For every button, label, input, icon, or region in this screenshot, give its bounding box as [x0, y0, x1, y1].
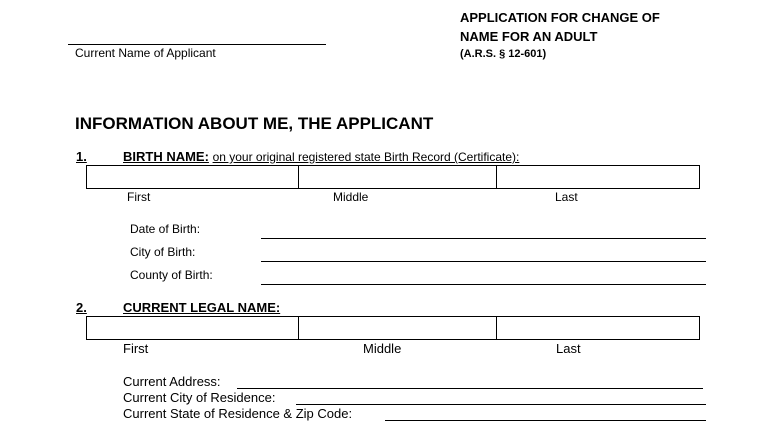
q1-subtext: on your original registered state Birth Record (Certificate):: [212, 150, 520, 164]
q1-number: 1.: [76, 149, 87, 164]
section-title: INFORMATION ABOUT ME, THE APPLICANT: [75, 114, 434, 133]
current-name-label: Current Name of Applicant: [75, 46, 216, 60]
current-city-line[interactable]: [296, 404, 706, 405]
current-name-boxes: [86, 316, 700, 340]
birth-name-boxes: [86, 165, 700, 189]
statute-reference: (A.R.S. § 12-601): [460, 48, 547, 60]
current-name-line[interactable]: [68, 44, 326, 45]
q2-number: 2.: [76, 300, 87, 315]
q1-heading: BIRTH NAME:: [123, 149, 209, 164]
q2-heading: CURRENT LEGAL NAME:: [123, 300, 281, 315]
dob-line[interactable]: [261, 238, 706, 239]
birth-middle-label: Middle: [333, 190, 369, 204]
birth-county-label: County of Birth:: [130, 268, 213, 282]
q1-heading-line: [123, 149, 519, 164]
birth-middle-name-field[interactable]: [298, 166, 496, 188]
current-middle-name-field[interactable]: [298, 317, 496, 339]
birth-first-name-field[interactable]: [87, 166, 298, 188]
current-last-label: Last: [556, 341, 581, 356]
dob-label: Date of Birth:: [130, 222, 201, 236]
current-first-label: First: [123, 341, 149, 356]
current-state-zip-label: Current State of Residence & Zip Code:: [123, 406, 353, 421]
current-last-name-field[interactable]: [496, 317, 699, 339]
current-first-name-field[interactable]: [87, 317, 298, 339]
birth-county-line[interactable]: [261, 284, 706, 285]
current-city-label: Current City of Residence:: [123, 390, 276, 405]
birth-first-label: First: [127, 190, 151, 204]
birth-city-line[interactable]: [261, 261, 706, 262]
form-title-line2: NAME FOR AN ADULT: [460, 29, 598, 44]
current-state-zip-line[interactable]: [385, 420, 706, 421]
current-address-line[interactable]: [237, 388, 703, 389]
form-title-line1: APPLICATION FOR CHANGE OF: [460, 10, 660, 25]
birth-last-name-field[interactable]: [496, 166, 699, 188]
birth-city-label: City of Birth:: [130, 245, 196, 259]
current-middle-label: Middle: [363, 341, 402, 356]
current-address-label: Current Address:: [123, 374, 221, 389]
birth-last-label: Last: [555, 190, 578, 204]
